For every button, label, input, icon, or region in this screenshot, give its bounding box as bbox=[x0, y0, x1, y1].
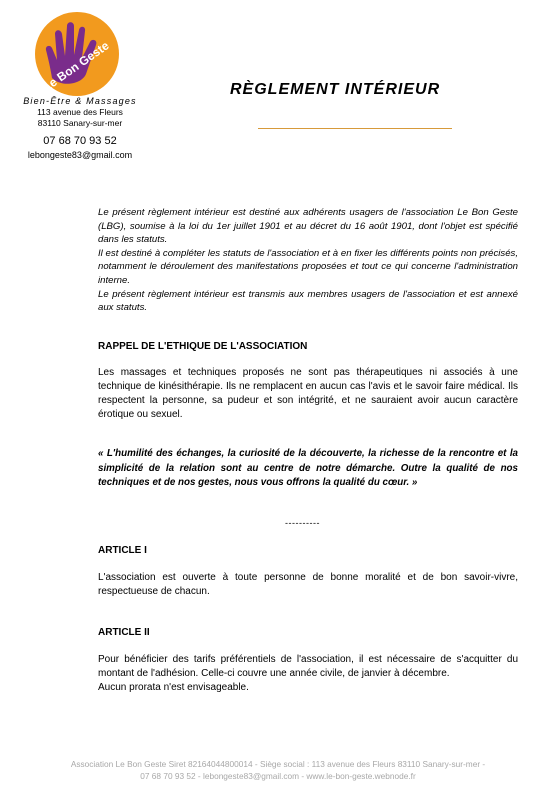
company-email: lebongeste83@gmail.com bbox=[27, 150, 133, 160]
separator: ---------- bbox=[285, 518, 320, 528]
article-1-body bbox=[98, 571, 518, 599]
le-bon-geste-logo bbox=[22, 8, 132, 100]
ethique-heading: RAPPEL DE L'ETHIQUE DE L'ASSOCIATION bbox=[98, 341, 308, 352]
intro-paragraph-2: Il est destiné à compléter les statuts de l'association et à en fixer les différents points non précisés, notamment le déroulement des manifestations proposées et tout ce qui concerne l'administration interne. bbox=[98, 247, 518, 286]
company-info bbox=[10, 96, 150, 161]
intro-paragraph-3: Le présent règlement intérieur est transmis aux membres usagers de l'association et est annexé aux statuts. bbox=[98, 288, 518, 314]
footer-line-1: Association Le Bon Geste Siret 82164044800014 - Siège social : 113 avenue des Fleurs 83110 Sanary-sur-mer - bbox=[70, 759, 486, 769]
company-tagline: Bien-Être & Massages bbox=[23, 96, 137, 106]
document-title: RÈGLEMENT INTÉRIEUR bbox=[230, 81, 441, 98]
company-address-line-1: 113 avenue des Fleurs bbox=[37, 107, 123, 117]
title-underline bbox=[258, 128, 452, 129]
article-1-text: L'association est ouverte à toute personne de bonne moralité et de bon savoir-vivre, respectueuse de chacun. bbox=[98, 572, 518, 597]
ethique-text: Les massages et techniques proposés ne sont pas thérapeutiques ni associés à une technique de kinésithérapie. Ils ne remplacent en aucun cas l'avis et le savoir faire médical. Ils respectent la personne, sa pudeur et son intégrité, et ne sauraient avoir aucun caractère érotique ou sexuel. bbox=[98, 367, 518, 420]
page-footer bbox=[10, 758, 546, 782]
intro-section bbox=[98, 206, 518, 315]
article-2-text-2: Aucun prorata n'est envisageable. bbox=[98, 682, 249, 693]
company-address-line-2: 83110 Sanary-sur-mer bbox=[37, 118, 123, 128]
article-2-text: Pour bénéficier des tarifs préférentiels de l'association, il est nécessaire de s'acquitter du montant de l'adhésion. Celle-ci couvre une année civile, de janvier à décembre. bbox=[98, 654, 518, 679]
article-2-body bbox=[98, 653, 518, 695]
article-2-heading: ARTICLE II bbox=[98, 627, 150, 638]
ethique-paragraph bbox=[98, 366, 518, 422]
logo-brand-text: Le Bon Geste bbox=[40, 38, 112, 95]
intro-paragraph-1: Le présent règlement intérieur est destiné aux adhérents usagers de l'association Le Bon Geste (LBG), soumise à la loi du 1er juillet 1901 et au décret du 16 août 1901, dont l'objet est spécifié dans les statuts. bbox=[98, 207, 518, 246]
footer-line-2: 07 68 70 93 52 - lebongeste83@gmail.com - www.le-bon-geste.webnode.fr bbox=[140, 771, 416, 781]
company-phone: 07 68 70 93 52 bbox=[43, 135, 117, 147]
article-1-heading: ARTICLE I bbox=[98, 545, 147, 556]
ethique-quote: « L'humilité des échanges, la curiosité de la découverte, la richesse de la rencontre et la simplicité de la relation sont au centre de notre démarche. Outre la qualité de nos techniques et de nos gestes, nous vous offrons la qualité du cœur. » bbox=[98, 448, 518, 489]
